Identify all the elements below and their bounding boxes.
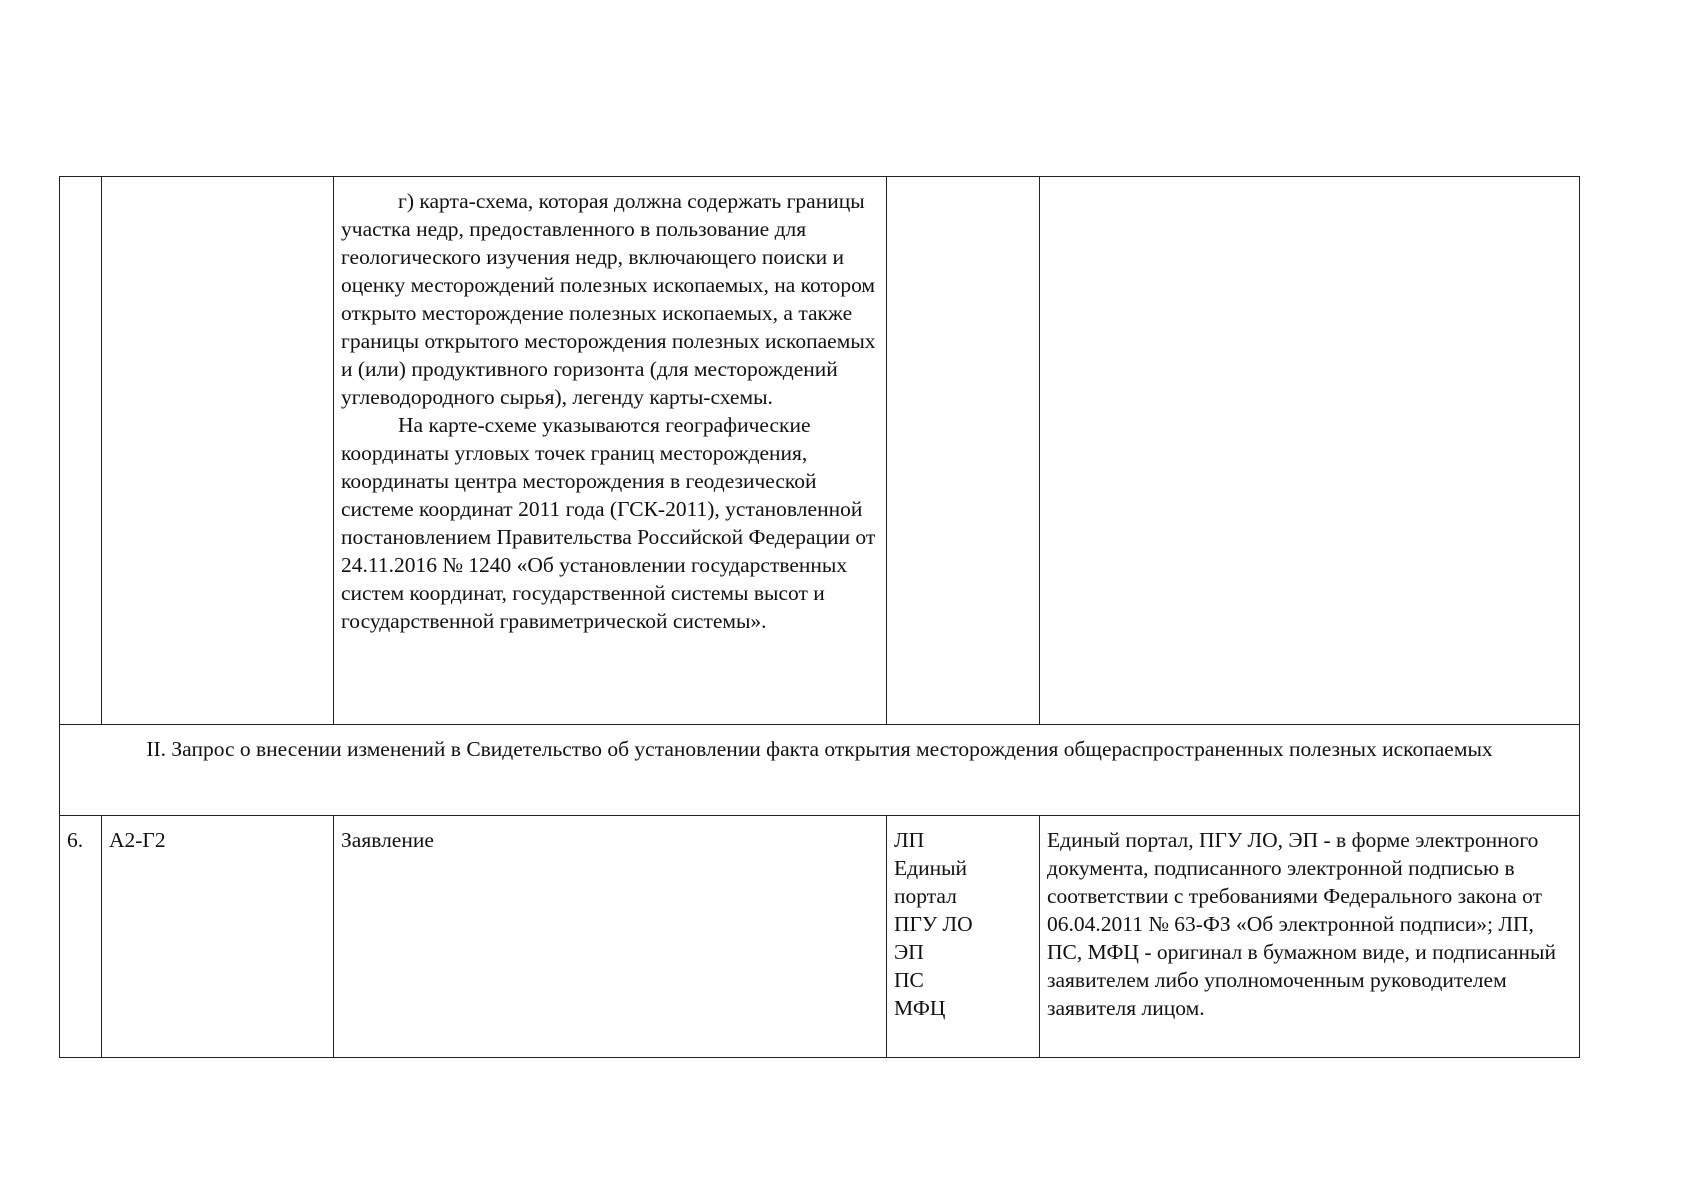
document-cell (334, 177, 887, 725)
table-row-continuation (60, 177, 1580, 725)
channel-item: Единый (894, 856, 968, 880)
document-cell: Заявление (334, 816, 887, 1058)
table-row (60, 816, 1580, 1058)
channel-item: ЭП (894, 940, 924, 964)
row-number-cell: 6. (60, 816, 102, 1058)
channel-item: ЛП (894, 828, 925, 852)
channel-item: ПГУ ЛО (894, 912, 973, 936)
channel-item: портал (894, 884, 957, 908)
coordinates-paragraph: На карте-схеме указываются географические координаты угловых точек границ месторождения, координаты центра месторождения в геодезической системе координат 2011 года (ГСК-2011), установленной постановлением Правительства Российской Федерации от 24.11.2016 № 1240 «Об установлении государственных систем координат, государственной системы высот и государственной гравиметрической системы». (341, 413, 876, 633)
code-cell: А2-Г2 (102, 816, 334, 1058)
description-cell (1040, 177, 1580, 725)
row-number-cell (60, 177, 102, 725)
code-cell (102, 177, 334, 725)
section-heading: II. Запрос о внесении изменений в Свидетельство об установлении факта открытия месторождения общераспространенных полезных ископаемых (60, 725, 1580, 816)
requirements-table (59, 176, 1580, 1058)
map-scheme-paragraph: г) карта-схема, которая должна содержать границы участка недр, предоставленного в пользование для геологического изучения недр, включающего поиски и оценку месторождений полезных ископаемых, на котором открыто месторождение полезных ископаемых, а также границы открытого месторождения полезных ископаемых и (или) продуктивного горизонта (для месторождений углеводородного сырья), легенду карты-схемы. (341, 189, 876, 409)
channel-item: МФЦ (894, 996, 946, 1020)
description-cell: Единый портал, ПГУ ЛО, ЭП - в форме электронного документа, подписанного электронной подписью в соответствии с требованиями Федерального закона от 06.04.2011 № 63-ФЗ «Об электронной подписи»; ЛП, ПС, МФЦ - оригинал в бумажном виде, и подписанный заявителем либо уполномоченным руководителем заявителя лицом. (1040, 816, 1580, 1058)
channel-item: ПС (894, 968, 924, 992)
channels-cell (887, 816, 1040, 1058)
channels-cell (887, 177, 1040, 725)
section-heading-row (60, 725, 1580, 816)
